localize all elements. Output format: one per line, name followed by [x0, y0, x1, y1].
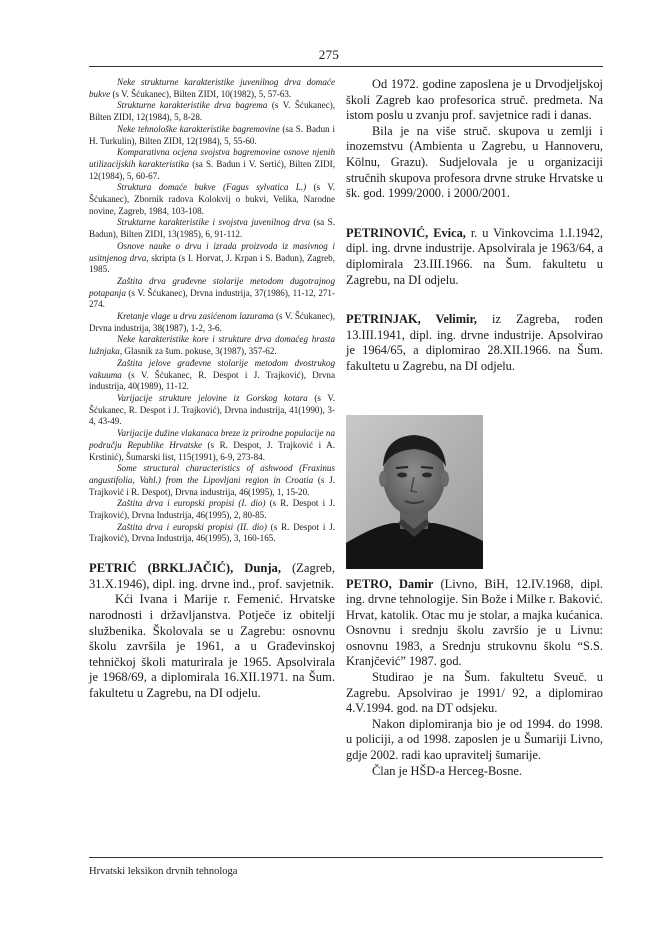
reference-item	[89, 124, 335, 147]
reference-title: Zaštita drva i europski propisi (II. dio)	[117, 521, 267, 532]
reference-item	[89, 498, 335, 521]
reference-item	[89, 393, 335, 428]
entry-surname: PETRO, Damir	[346, 576, 434, 591]
entry-petro-damir	[346, 577, 603, 780]
reference-title: Zaštita drva i europski propisi (I. dio)	[117, 498, 266, 509]
reference-item	[89, 182, 335, 217]
entry-paragraph: Bila je na više struč. skupova u zemlji i inozemstvu (Ambienta u Zagrebu, u Hannoveru, Kölnu, Grazu). Sudjelovala je u organizaciji stručnih skupova profesora drvne struke Hrvatske u šk. god. 1999/2000. i 2000/2001.	[346, 123, 603, 201]
reference-title: Varijacije strukture jelovine iz Gorskog kotara	[117, 392, 308, 403]
entry-heading	[89, 561, 335, 592]
entry-paragraph: Studirao je na Šum. fakultetu Sveuč. u Zagrebu. Apsolvirao je 1991/ 92, a diplomirao 4.V.1994. god. na DT odsjeku.	[346, 670, 603, 716]
entry-heading	[346, 577, 603, 671]
reference-title: Strukturne karakteristike drva bagrema	[117, 100, 268, 111]
footer-rule	[89, 857, 603, 858]
reference-details: (sa S. Badun i V. Sertić), Bilten ZIDI, 12(1984), 5, 60-67.	[89, 158, 335, 181]
reference-details: (s V. Šćukanec, R. Despot i J. Trajković), Drvna industrija, 41(1990), 3-4, 43-49.	[89, 392, 335, 427]
reference-item	[89, 334, 335, 357]
reference-item	[89, 217, 335, 240]
entry-paragraph: Kći Ivana i Marije r. Femenić. Hrvatske narodnosti i državljanstva. Potječe iz obitelji službenika. Školovala se u Zagrebu: osnovnu školu završila je 1961, a u Građevinskoj tehničkoj školi maturirala je 1965. Apsolvirala je 1968/69, a diplomirala 16.XII.1971. na Šum. fakultetu u Zagrebu, na DI odjelu.	[89, 592, 335, 700]
reference-details: (s R. Despot, J. Trajković i A. Krstinić), Šumarski list, 115(1991), 6-9, 273-84.	[89, 439, 335, 462]
footer-title: Hrvatski leksikon drvnih tehnologa	[89, 866, 238, 877]
reference-details: (s V. Šćukanec), Zbornik radova Kolokvij o bukvi, Velika, Narodne novine, Zagreb, 1984, 103-108.	[89, 182, 335, 216]
reference-title: Some structural characteristics of ashwood (Fraxinus angustifolia, Vahl.) from the Lipovljani region in Croatia	[89, 463, 335, 485]
reference-details: (s V. Šćukanec), Bilten ZIDI, 12(1984), 5, 8-28.	[89, 100, 335, 123]
entry-paragraph: Od 1972. godine zaposlena je u Drvodjeljskoj školi Zagreb kao profesorica struč. predmeta. Na istom poslu u zvanju prof. savjetnice radi i danas.	[346, 77, 603, 123]
reference-item	[89, 241, 335, 276]
entry-surname: PETRINOVIĆ, Evica,	[346, 225, 466, 240]
reference-item	[89, 100, 335, 123]
entry-heading-text: r. u Vinkovcima 1.I.1942, dipl. ing. drvne industrije. Apsolvirala je 1963/64, a diplomirala 23.III.1966. na Šum. fakultetu u Zagrebu, na DI odjelu.	[346, 225, 603, 287]
reference-list	[89, 77, 335, 545]
reference-item	[89, 276, 335, 311]
entry-heading-text: (Livno, BiH, 12.IV.1968, dipl. ing. drvne tehnologije. Sin Bože i Milke r. Baković. Hrvat, katolik. Otac mu je stolar, a majka kućanica. Osnovnu i srednju školu završio je u Livnu: osnovnu 1983, a Srednju strukovnu školu “S.S. Kranjčević” 1987. god.	[346, 576, 603, 669]
reference-title: Zaštita drva građevne stolarije metodom dugotrajnog potapanja	[89, 275, 335, 298]
reference-title: Neke strukturne karakteristike juvenilnog drva domaće bukve	[89, 77, 335, 99]
entry-surname: PETRIĆ (BRKLJAČIĆ), Dunja,	[89, 561, 281, 576]
entry-petrinjak-velimir	[346, 312, 603, 374]
entry-heading-text: iz Zagreba, rođen 13.III.1941, dipl. ing. drvne industrije. Apsolvirao je 1964/65, a diplomirao 28.XII.1966. na Šum. fakultetu u Zagrebu, na DI odjelu.	[346, 312, 603, 373]
reference-item	[89, 77, 335, 100]
left-column	[89, 77, 335, 701]
entry-paragraph: Član je HŠD-a Herceg-Bosne.	[372, 763, 523, 778]
entry-petric-dunja	[89, 561, 335, 701]
reference-title: Osnove nauke o drvu i izrada proizvoda iz masivnog i usitnjenog drva	[89, 240, 335, 263]
reference-details: (s J. Trajković i R. Despot), Drvna industrija, 46(1995), 1, 15-20.	[89, 474, 335, 497]
entry-paragraph: Nakon diplomiranja bio je od 1994. do 1998. u policiji, a od 1998. zaposlen je u Šumariji Livno, gdje 2002. radi kao upravitelj šumarije.	[346, 716, 603, 763]
reference-title: Strukturne karakteristike i svojstva juvenilnog drva	[117, 217, 310, 228]
reference-details: , Glasnik za šum. pokuse, 3(1987), 357-62.	[119, 346, 277, 357]
reference-item	[89, 463, 335, 498]
reference-title: Neke tehnološke karakteristike bagremovine	[117, 123, 280, 134]
reference-title: Zaštita jelove građevne stolarije metodom dvostrukog vakuuma	[89, 357, 335, 380]
reference-item	[89, 522, 335, 545]
reference-details: (s R. Despot i J. Trajković), Drvna Industrija, 46(1995), 3, 160-165.	[89, 521, 336, 544]
reference-item	[89, 311, 335, 334]
reference-title: Varijacije dužine vlakanaca breze iz prirodne populacije na području Republike Hrvatske	[89, 428, 335, 450]
header-rule	[89, 66, 603, 67]
reference-details: (s R. Despot i J. Trajković), Drvna Industrija, 46(1995), 2, 80-85.	[89, 498, 336, 521]
reference-details: (sa S. Badun i H. Turkulin), Bilten ZIDI, 12(1984), 5, 55-60.	[89, 123, 335, 146]
entry-heading-text: (Zagreb, 31.X.1946), dipl. ing. drvne ind., prof. savjetnik.	[89, 561, 335, 591]
reference-details: (s V. Šćukanec), Bilten ZIDI, 10(1982), 5, 57-63.	[110, 88, 292, 99]
entry-surname: PETRINJAK, Velimir,	[346, 312, 477, 327]
reference-title: Kretanje vlage u drvu zasićenom lazurama	[117, 311, 274, 322]
reference-item	[89, 358, 335, 393]
reference-details: (s V. Šćukanec), Drvna industrija, 38(1987), 1-2, 3-6.	[89, 311, 335, 333]
reference-item	[89, 428, 335, 463]
reference-item	[89, 147, 335, 182]
reference-details: (s V. Šćukanec), Drvna industrija, 37(1986), 11-12, 271-274.	[89, 287, 335, 310]
reference-title: Neke karakteristike kore i strukture drva domaćeg hrasta lužnjaka	[89, 334, 335, 357]
right-column	[346, 77, 603, 779]
page-number: 275	[318, 47, 340, 62]
reference-details: , skripta (s I. Horvat, J. Krpan i S. Badun), Zagreb, 1985.	[89, 252, 335, 275]
reference-title: Struktura domaće bukve (Fagus sylvatica L.)	[117, 182, 307, 193]
portrait-photo	[346, 415, 483, 569]
entry-petrinovic-evica	[346, 226, 603, 288]
reference-title: Komparativna ocjena svojstva bagremovine osnove njenih utilizacijskih karakteristika	[89, 147, 335, 169]
reference-details: (sa S. Badun), Bilten ZIDI, 13(1985), 6, 91-112.	[89, 217, 336, 240]
reference-details: (s V. Šćukanec, R. Despot i J. Trajković), Drvna industrija, 40(1989), 11-12.	[89, 369, 335, 392]
